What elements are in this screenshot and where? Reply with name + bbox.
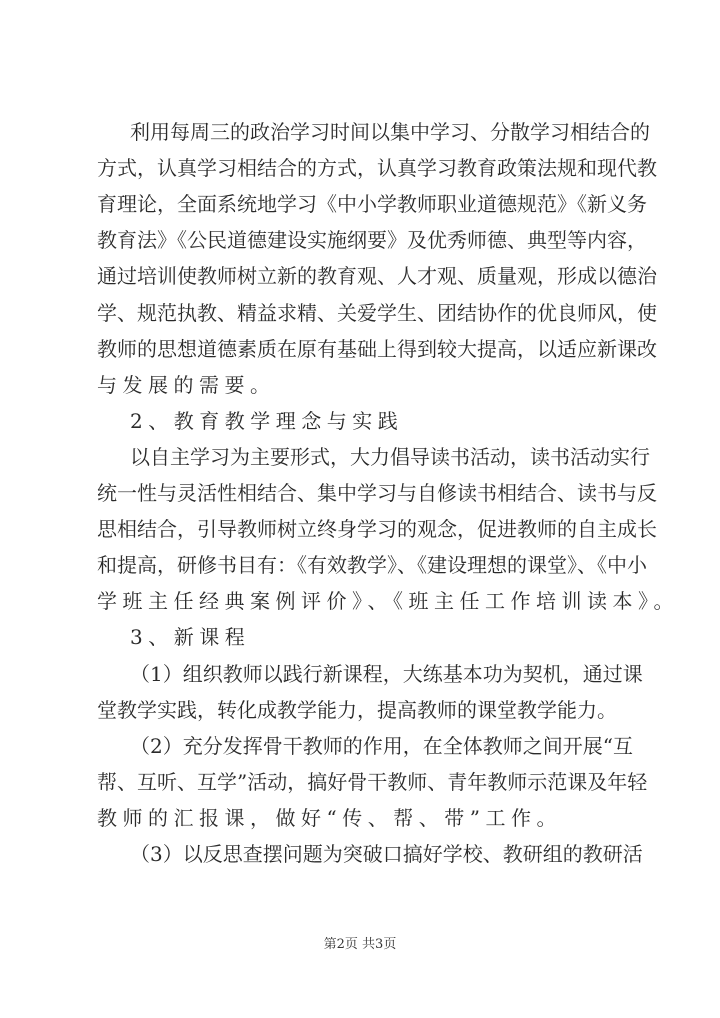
paragraph-line: 利用每周三的政治学习时间以集中学习、分散学习相结合的 [130, 120, 650, 144]
paragraph-line: 教育法》《公民道德建设实施纲要》及优秀师德、典型等内容， [97, 228, 647, 253]
paragraph-line: 与发展的需要。 [97, 372, 276, 397]
paragraph-line: 学班主任经典案例评价》、《班主任工作培训读本》。 [97, 589, 679, 614]
paragraph-line: 教师的汇报课，做好“传、帮、带”工作。 [97, 805, 562, 830]
paragraph-line: 统一性与灵活性相结合、集中学习与自修读书相结合、读书与反 [97, 481, 657, 505]
paragraph-line: 以自主学习为主要形式，大力倡导读书活动，读书活动实行 [130, 444, 650, 469]
paragraph-line: 帮、互听、互学”活动，搞好骨干教师、青年教师示范课及年轻 [97, 769, 648, 794]
paragraph-line: 方式，认真学习相结合的方式，认真学习教育政策法规和现代教 [97, 156, 657, 181]
paragraph-line: （3）以反思查摆问题为突破口搞好学校、教研组的教研活 [130, 842, 643, 866]
paragraph-line: 育理论，全面系统地学习《中小学教师职业道德规范》《新义务 [97, 192, 647, 217]
paragraph-line: （1）组织教师以践行新课程，大练基本功为契机，通过课 [130, 661, 643, 686]
paragraph-line: 思相结合，引导教师树立终身学习的观念，促进教师的自主成长 [97, 517, 657, 542]
paragraph-line: 和提高，研修书目有：《有效教学》、《建设理想的课堂》、《中小 [97, 553, 647, 578]
paragraph-line: （2）充分发挥骨干教师的作用，在全体教师之间开展“互 [130, 733, 633, 758]
paragraph-line: 学、规范执教、精益求精、关爱学生、团结协作的优良师风，使 [97, 300, 657, 325]
paragraph-line: 教师的思想道德素质在原有基础上得到较大提高，以适应新课改 [97, 336, 657, 361]
page-footer: 第2页 共3页 [323, 937, 397, 952]
paragraph-line: 堂教学实践，转化成教学能力，提高教师的课堂教学能力。 [97, 697, 617, 722]
section-heading: 3、新课程 [130, 625, 251, 650]
section-heading: 2、教育教学理念与实践 [130, 408, 404, 433]
paragraph-line: 通过培训使教师树立新的教育观、人才观、质量观，形成以德治 [97, 264, 657, 289]
